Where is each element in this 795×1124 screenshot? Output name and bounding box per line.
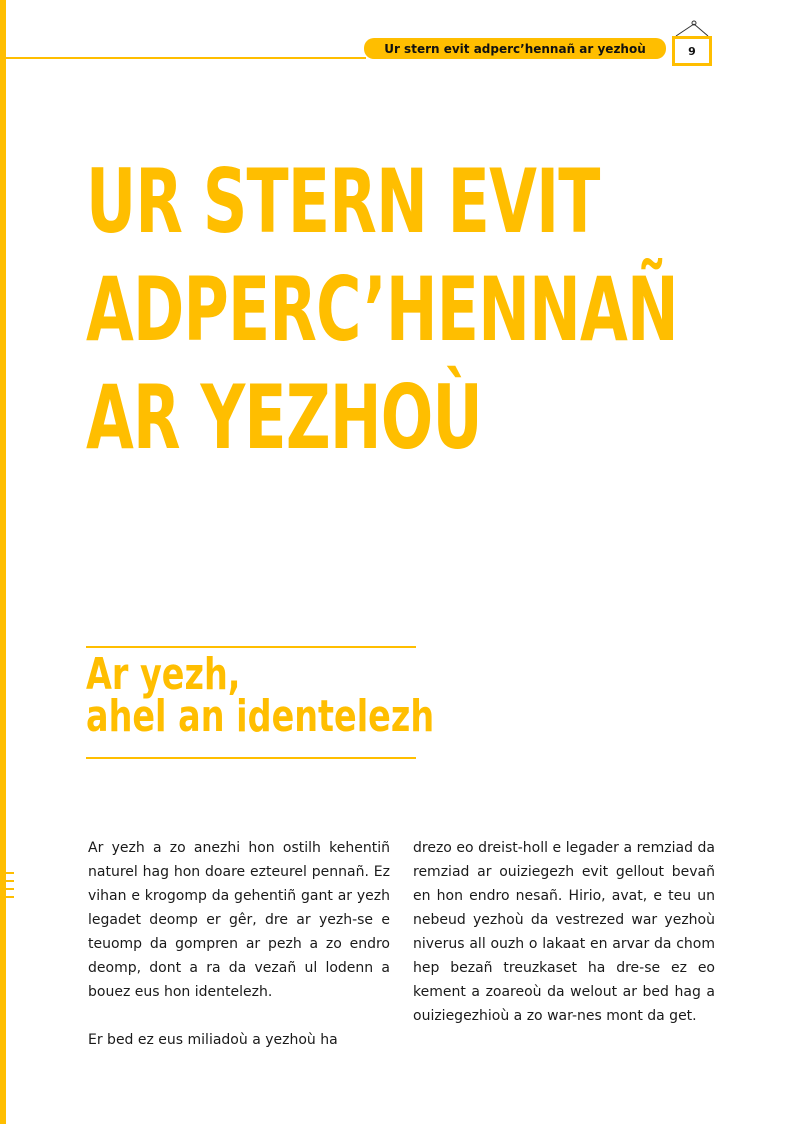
body-column-left [88,836,390,1076]
section-title [86,649,435,742]
running-title: Ur stern evit adperc’hennañ ar yezhoù [364,38,666,59]
margin-tick [0,888,14,890]
margin-tick [0,896,14,898]
section-title-line: Ar yezh, [86,649,241,700]
section-rule-bottom [86,757,416,759]
title-line: UR STERN EVIT [86,150,600,253]
page-number: 9 [672,36,712,66]
margin-tick [0,872,14,874]
title-line: AR YEZHOÙ [86,366,482,469]
section-title-line: ahel an identelezh [86,691,435,742]
margin-tick [0,880,14,882]
page-title [86,148,678,472]
header-rule [6,57,366,59]
page-number-frame [672,30,716,64]
left-margin-bar [0,0,6,1124]
paragraph: Er bed ez eus miliadoù a yezhoù ha [88,1032,338,1048]
section-rule-top [86,646,416,648]
paragraph: drezo eo dreist-holl e legader a remziad da remziad ar ouiziegezh evit gellout bevañ en hon endro nesañ. Hirio, avat, e teu un nebeud yezhoù da vestrezed war yezhoù niverus all ouzh o lakaat en arvar da chom hep bezañ treuzkaset ha dre-se ez eo kement a zoareoù da welout ar bed hag a ouiziegezhioù a zo war-nes mont da get. [413,840,715,1024]
body-column-right [413,836,715,1052]
paragraph: Ar yezh a zo anezhi hon ostilh kehentiñ naturel hag hon doare ezteurel pennañ. Ez vihan e krogomp da gehentiñ gant ar yezh legadet deomp er gêr, dre ar yezh-se e teuomp da gompren ar pezh a zo endro deomp, dont a ra da vezañ ul lodenn a bouez eus hon identelezh. [88,840,390,1000]
title-line: ADPERC’HENNAÑ [86,258,678,361]
